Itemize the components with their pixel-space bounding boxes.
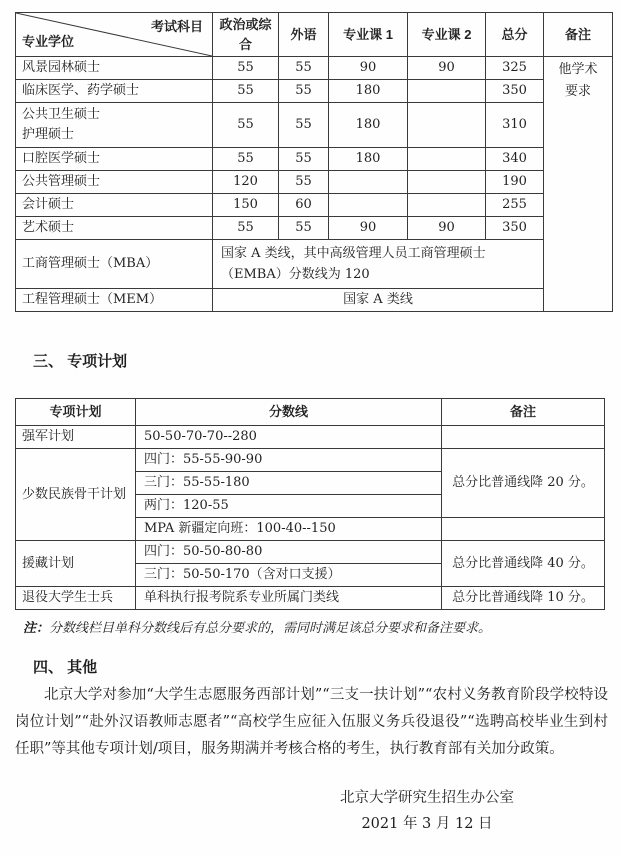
cell-score: 55 [279,217,329,240]
score-line: 四门：50-50-80-80 [136,541,442,564]
cell-score: 55 [279,103,329,148]
cell-score: 90 [408,57,486,80]
cell-score: 350 [486,80,544,103]
col-header-remark: 备注 [442,399,605,426]
cell-score [408,148,486,171]
table-row [16,217,613,240]
cell-score [408,194,486,217]
degree-name: 工程管理硕士（MEM） [16,289,213,312]
merged-remark-cell: 他学术要求 [544,57,613,312]
cell-score: 310 [486,103,544,148]
col-header-score-line: 分数线 [136,399,442,426]
cell-score [329,194,408,217]
cell-score: 190 [486,171,544,194]
cell-score: 325 [486,57,544,80]
section4-paragraph: 北京大学对参加“大学生志愿服务西部计划”“三支一扶计划”“农村义务教育阶段学校特设岗位计划”“赴外汉语教师志愿者”“高校学生应征入伍服义务兵役退役”“选聘高校毕业生到村任职”等其他专项计划/项目，服务期满并考核合格的考生，执行教育部有关加分政策。 [15,687,608,757]
mba-score-line1: 国家 A 类线，其中高级管理人员工商管理硕士 [221,246,486,261]
cell-score: 55 [213,80,279,103]
table-row [16,449,605,472]
degree-name: 风景园林硕士 [16,57,213,80]
remark: 总分比普通线降 20 分。 [442,449,605,518]
signature-block [340,785,514,837]
special-program-table [15,398,605,610]
col-header-remark: 备注 [544,13,613,57]
mba-score-line-cell [213,240,544,289]
degree-score-table [15,12,613,312]
table-row [16,171,613,194]
table-footnote [23,620,612,638]
mem-score-line-cell: 国家 A 类线 [213,289,544,312]
degree-name: 临床医学、药学硕士 [16,80,213,103]
degree-name: 工商管理硕士（MBA） [16,240,213,289]
score-line: 50-50-70-70--280 [136,426,442,449]
header-degree-type: 专业学位 [22,34,75,49]
score-line: 三门：55-55-180 [136,472,442,495]
cell-score: 55 [213,103,279,148]
diagonal-header-cell [16,13,213,57]
program-name: 少数民族骨干计划 [16,449,136,541]
cell-score: 340 [486,148,544,171]
table-header-row [16,399,605,426]
cell-score: 55 [213,217,279,240]
cell-score: 55 [213,57,279,80]
footnote-text: 分数线栏目单科分数线后有总分要求的，需同时满足该总分要求和备注要求。 [49,621,492,636]
cell-score [329,171,408,194]
signature-date: 2021 年 3 月 12 日 [361,816,493,832]
degree-name: 口腔医学硕士 [16,148,213,171]
table-row [16,541,605,564]
program-name: 强军计划 [16,426,136,449]
col-header-major2: 专业课 2 [408,13,486,57]
remark: 总分比普通线降 40 分。 [442,541,605,587]
table-row [16,80,613,103]
col-header-total: 总分 [486,13,544,57]
table-row [16,57,613,80]
table-header-row [16,13,613,57]
col-header-major1: 专业课 1 [329,13,408,57]
section4-heading: 四、 其他 [33,659,98,676]
cell-score: 60 [279,194,329,217]
table-row [16,103,613,148]
cell-score [408,80,486,103]
table-row [16,426,605,449]
cell-score: 55 [279,57,329,80]
col-header-program: 专项计划 [16,399,136,426]
degree-name: 公共管理硕士 [16,171,213,194]
remark [442,518,605,541]
remark: 总分比普通线降 10 分。 [442,587,605,610]
table-row [16,289,613,312]
cell-score: 90 [329,217,408,240]
section3-heading: 三、 专项计划 [33,353,128,370]
cell-score: 90 [408,217,486,240]
score-line: MPA 新疆定向班：100-40--150 [136,518,442,541]
table-row [16,194,613,217]
score-line: 单科执行报考院系专业所属门类线 [136,587,442,610]
col-header-foreign-language: 外语 [279,13,329,57]
program-name: 退役大学生士兵 [16,587,136,610]
cell-score: 55 [279,80,329,103]
cell-score [408,103,486,148]
col-header-politics: 政治或综合 [213,13,279,57]
table-row [16,240,613,289]
cell-score: 90 [329,57,408,80]
cell-score: 55 [279,148,329,171]
degree-name: 艺术硕士 [16,217,213,240]
cell-score: 55 [213,148,279,171]
degree-name [16,103,213,148]
table-row [16,148,613,171]
cell-score: 120 [213,171,279,194]
score-line: 三门：50-50-170（含对口支援） [136,564,442,587]
mba-score-line2: （EMBA）分数线为 120 [221,267,370,282]
cell-score: 55 [279,171,329,194]
score-line: 两门：120-55 [136,495,442,518]
cell-score [408,171,486,194]
cell-score: 255 [486,194,544,217]
footnote-prefix: 注： [23,621,50,636]
cell-score: 350 [486,217,544,240]
program-name: 援藏计划 [16,541,136,587]
header-exam-subjects: 考试科目 [150,19,203,34]
cell-score: 150 [213,194,279,217]
table-row [16,587,605,610]
remark [442,426,605,449]
score-line: 四门：55-55-90-90 [136,449,442,472]
degree-name: 会计硕士 [16,194,213,217]
signature-office: 北京大学研究生招生办公室 [340,790,514,806]
degree-name-line2: 护理硕士 [22,127,75,142]
cell-score: 180 [329,103,408,148]
cell-score: 180 [329,80,408,103]
cell-score: 180 [329,148,408,171]
degree-name-line1: 公共卫生硕士 [22,107,101,122]
